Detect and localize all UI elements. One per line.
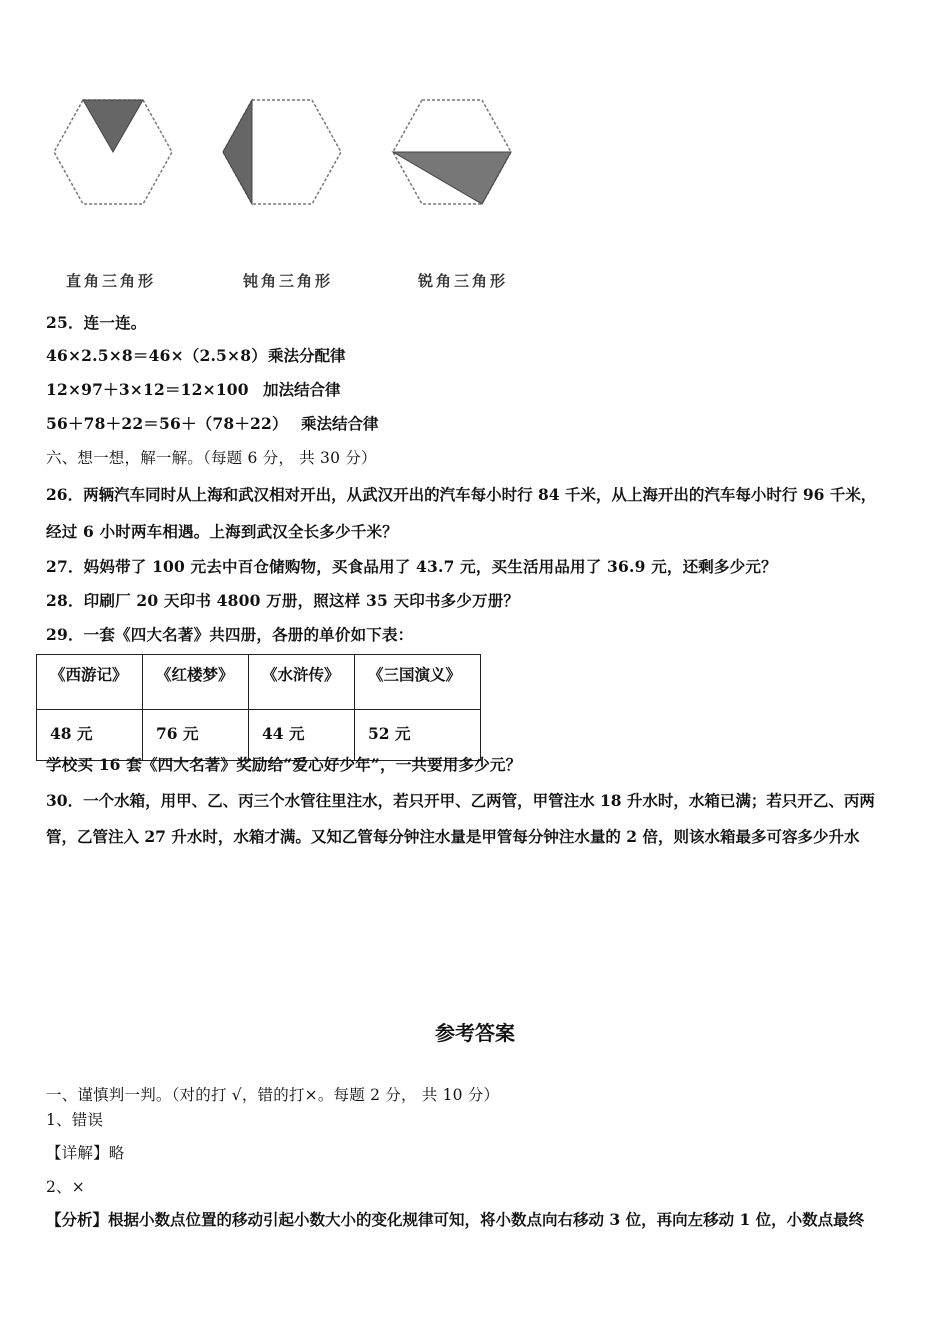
hexagon-acute-triangle-figure bbox=[389, 96, 515, 208]
book-price-table bbox=[36, 654, 481, 761]
hexagon-right-triangle-figure bbox=[50, 96, 176, 208]
answer-2-analysis: 【分析】根据小数点位置的移动引起小数大小的变化规律可知，将小数点向右移动 3 位，再向左移动 1 位，小数点最终 bbox=[46, 1210, 865, 1229]
q25-law-3: 乘法结合律 bbox=[301, 414, 379, 433]
q25-expr-2: 12×97＋3×12＝12×100 bbox=[46, 380, 249, 399]
table-row bbox=[37, 655, 481, 710]
answers-section-1-heading: 一、谨慎判一判。（对的打 √，错的打×。每题 2 分， 共 10 分） bbox=[46, 1086, 500, 1104]
book-price-cell: 52 元 bbox=[355, 710, 481, 761]
answer-2: 2、× bbox=[46, 1178, 85, 1196]
caption-obtuse-triangle: 钝角三角形 bbox=[243, 272, 334, 290]
q25-expr-3: 56＋78＋22＝56＋（78＋22） bbox=[46, 414, 288, 433]
book-name-cell: 《水浒传》 bbox=[249, 655, 355, 710]
section-6-heading: 六、想一想，解一解。（每题 6 分， 共 30 分） bbox=[46, 449, 377, 467]
q26-line-2: 经过 6 小时两车相遇。上海到武汉全长多少千米？ bbox=[46, 522, 398, 541]
q25-expr-1: 46×2.5×8＝46×（2.5×8） bbox=[46, 346, 267, 365]
book-price-cell: 44 元 bbox=[249, 710, 355, 761]
q30-line-1: 30．一个水箱，用甲、乙、丙三个水管往里注水，若只开甲、乙两管，甲管注水 18 升水时，水箱已满；若只开乙、丙两 bbox=[46, 791, 875, 810]
q25-law-1: 乘法分配律 bbox=[268, 346, 346, 365]
caption-acute-triangle: 锐角三角形 bbox=[418, 272, 509, 290]
q28: 28．印刷厂 20 天印书 4800 万册，照这样 35 天印书多少万册？ bbox=[46, 591, 520, 610]
book-price-cell: 76 元 bbox=[143, 710, 249, 761]
q29-question: 学校买 16 套《四大名著》奖励给“爱心好少年”，一共要用多少元？ bbox=[46, 755, 522, 774]
hexagon-obtuse-triangle-figure bbox=[219, 96, 345, 208]
answer-1-detail: 【详解】略 bbox=[46, 1144, 125, 1162]
book-name-cell: 《三国演义》 bbox=[355, 655, 481, 710]
book-name-cell: 《红楼梦》 bbox=[143, 655, 249, 710]
q26-line-1: 26．两辆汽车同时从上海和武汉相对开出，从武汉开出的汽车每小时行 84 千米，从上海开出的汽车每小时行 96 千米， bbox=[46, 485, 877, 504]
answer-1: 1、错误 bbox=[46, 1111, 104, 1129]
q30-line-2: 管，乙管注入 27 升水时，水箱才满。又知乙管每分钟注水量是甲管每分钟注水量的 2 倍，则该水箱最多可容多少升水 bbox=[46, 827, 860, 846]
q27: 27．妈妈带了 100 元去中百仓储购物，买食品用了 43.7 元，买生活用品用了 36.9 元，还剩多少元？ bbox=[46, 557, 777, 576]
caption-right-triangle: 直角三角形 bbox=[66, 272, 157, 290]
q25-law-2: 加法结合律 bbox=[263, 380, 341, 399]
book-price-cell: 48 元 bbox=[37, 710, 143, 761]
answers-title: 参考答案 bbox=[435, 1021, 515, 1045]
q29-title: 29．一套《四大名著》共四册，各册的单价如下表： bbox=[46, 625, 414, 644]
q25-title: 25．连一连。 bbox=[46, 313, 147, 332]
book-name-cell: 《西游记》 bbox=[37, 655, 143, 710]
